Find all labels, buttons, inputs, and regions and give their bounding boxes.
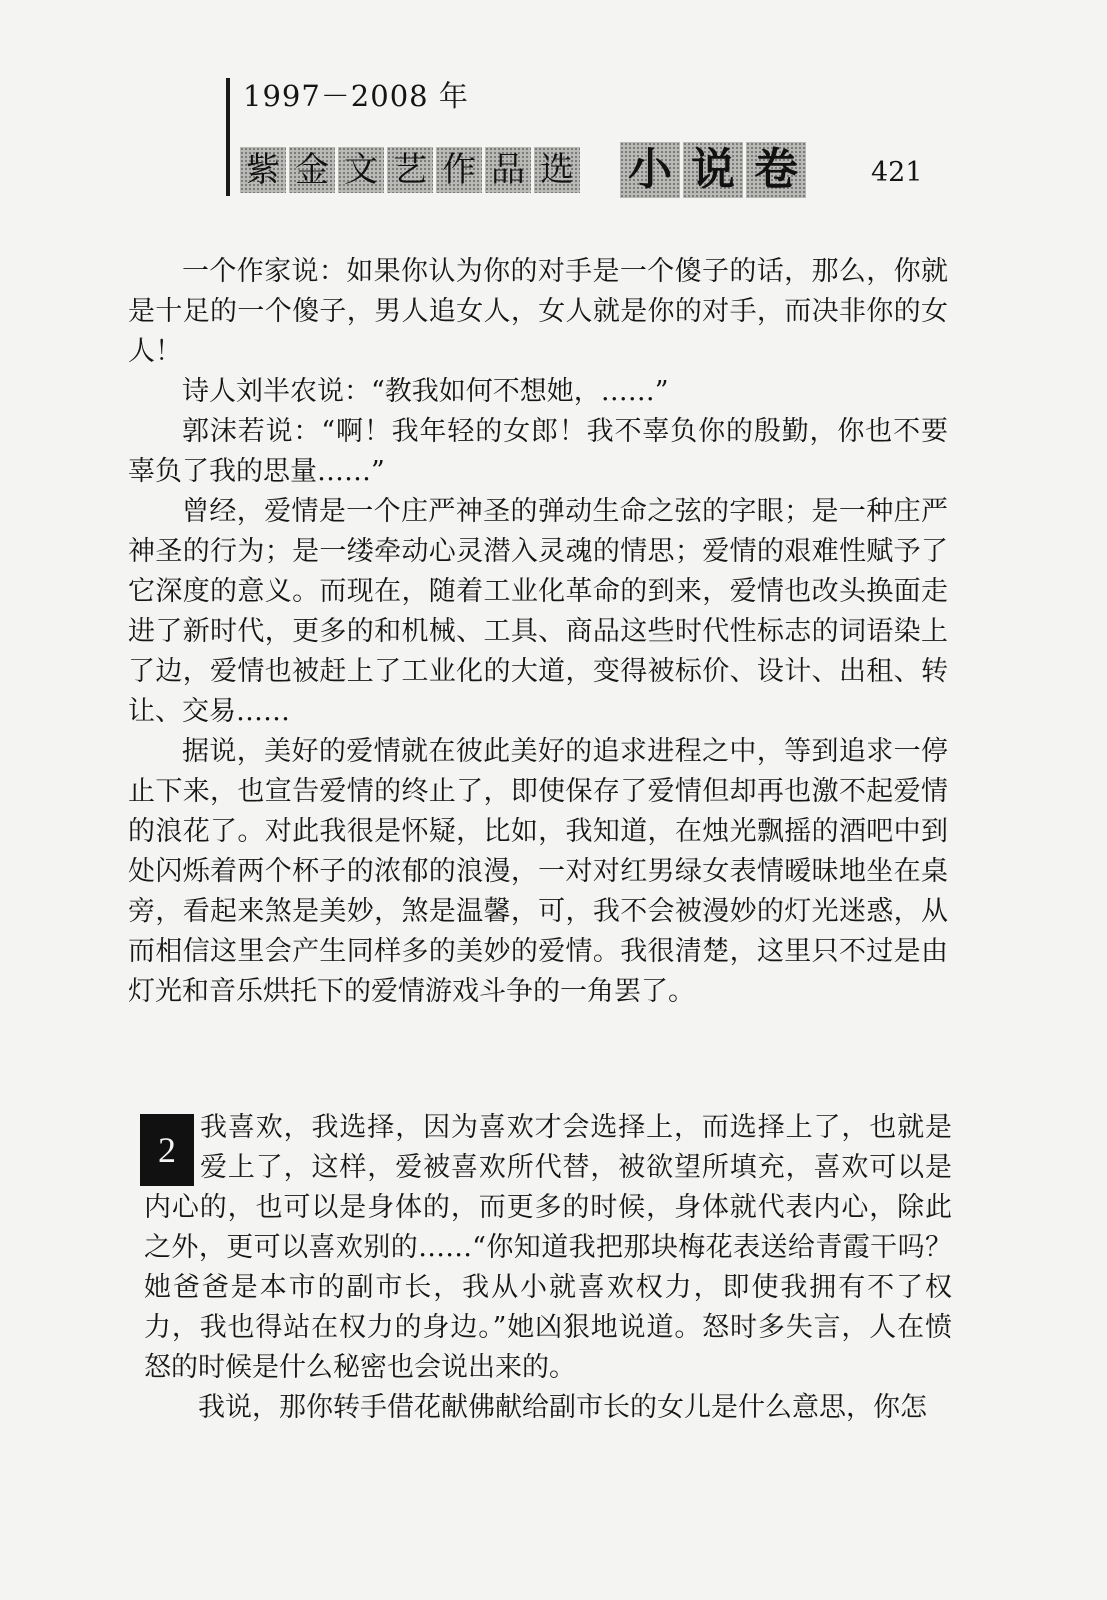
body-text bbox=[128, 252, 948, 1012]
series-title-char: 选 bbox=[534, 147, 580, 193]
paragraph: 郭沫若说：“啊！我年轻的女郎！我不辜负你的殷勤，你也不要辜负了我的思量……” bbox=[128, 416, 948, 487]
page-number: 421 bbox=[871, 157, 923, 188]
series-title-char: 品 bbox=[485, 147, 531, 193]
series-title-char: 金 bbox=[289, 147, 335, 193]
header-year-range: 1997－2008 年 bbox=[243, 79, 469, 113]
series-title-banner bbox=[240, 142, 806, 198]
paragraph: 据说，美好的爱情就在彼此美好的追求进程之中，等到追求一停止下来，也宣告爱情的终止了，即使保存了爱情但却再也激不起爱情的浪花了。对此我很是怀疑，比如，我知道，在烛光飘摇的酒吧中到处闪烁着两个杯子的浓郁的浪漫，一对对红男绿女表情暧昧地坐在桌旁，看起来煞是美妙，煞是温馨，可，我不会被漫妙的灯光迷惑，从而相信这里会产生同样多的美妙的爱情。我很清楚，这里只不过是由灯光和音乐烘托下的爱情游戏斗争的一角罢了。 bbox=[128, 736, 948, 1007]
series-title-char: 紫 bbox=[240, 147, 286, 193]
paragraph: 我说，那你转手借花献佛献给副市长的女儿是什么意思，你怎 bbox=[198, 1392, 927, 1423]
volume-title-char: 小 bbox=[620, 142, 680, 198]
series-title-char: 艺 bbox=[387, 147, 433, 193]
header-vertical-rule bbox=[226, 78, 230, 196]
series-title-char: 文 bbox=[338, 147, 384, 193]
section-number-badge: 2 bbox=[140, 1114, 194, 1186]
volume-title-char: 卷 bbox=[746, 142, 806, 198]
paragraph: 诗人刘半农说：“教我如何不想她，……” bbox=[182, 376, 669, 407]
paragraph: 我喜欢，我选择，因为喜欢才会选择上，而选择上了，也就是爱上了，这样，爱被喜欢所代替，被欲望所填充，喜欢可以是内心的，也可以是身体的，而更多的时候，身体就代表内心，除此之外，更可以喜欢别的……“你知道我把那块梅花表送给青霞干吗？她爸爸是本市的副市长，我从小就喜欢权力，即使我拥有不了权力，我也得站在权力的身边。”她凶狠地说道。怒时多失言，人在愤怒的时候是什么秘密也会说出来的。 bbox=[144, 1112, 952, 1383]
section-2 bbox=[144, 1108, 952, 1428]
paragraph: 一个作家说：如果你认为你的对手是一个傻子的话，那么，你就是十足的一个傻子，男人追女人，女人就是你的对手，而决非你的女人！ bbox=[128, 256, 948, 367]
volume-title-char: 说 bbox=[683, 142, 743, 198]
series-title-char: 作 bbox=[436, 147, 482, 193]
paragraph: 曾经，爱情是一个庄严神圣的弹动生命之弦的字眼；是一种庄严神圣的行为；是一缕牵动心灵潜入灵魂的情思；爱情的艰难性赋予了它深度的意义。而现在，随着工业化革命的到来，爱情也改头换面走进了新时代，更多的和机械、工具、商品这些时代性标志的词语染上了边，爱情也被赶上了工业化的大道，变得被标价、设计、出租、转让、交易…… bbox=[128, 496, 948, 727]
